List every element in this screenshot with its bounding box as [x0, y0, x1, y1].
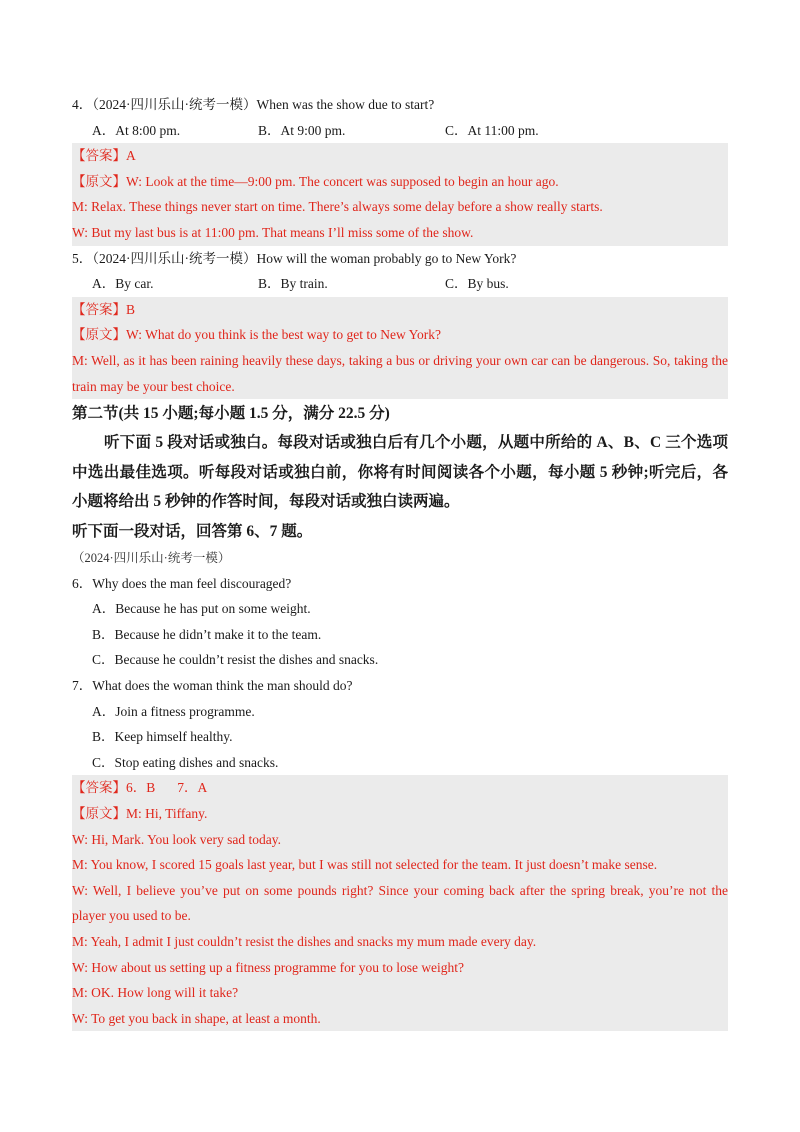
dialog-source: （2024·四川乐山·统考一模）	[72, 550, 231, 565]
option-b: B．Because he didn’t make it to the team.	[92, 626, 322, 642]
question-number: 5．	[72, 250, 93, 266]
transcript-line: W: But my last bus is at 11:00 pm. That means I’ll miss some of the show.	[72, 224, 474, 240]
question-7	[72, 673, 728, 699]
transcript-line: M: Yeah, I admit I just couldn’t resist the dishes and snacks my mum made every day.	[72, 933, 537, 949]
option-a: A．At 8:00 pm.	[92, 122, 181, 138]
answer-block-6-7	[72, 775, 728, 1031]
question-number: 6．	[72, 575, 93, 591]
transcript-tag: 【原文】	[72, 327, 126, 343]
dialog-heading: 听下面一段对话，回答第 6、7 题。	[72, 522, 313, 540]
option-c: C．Stop eating dishes and snacks.	[92, 754, 279, 770]
answer-tag: 【答案】	[72, 780, 126, 796]
answer-block-5	[72, 297, 728, 399]
transcript-line: W: What do you think is the best way to get to New York?	[126, 327, 441, 343]
question-number: 7．	[72, 678, 93, 693]
question-6	[72, 571, 728, 597]
question-5	[72, 246, 728, 272]
transcript-line: M: Relax. These things never start on time. There’s always some delay before a show really starts.	[72, 199, 603, 215]
question-stem: What does the woman think the man should do?	[92, 678, 353, 693]
option-b: B．Keep himself healthy.	[92, 729, 233, 745]
transcript-tag: 【原文】	[72, 173, 126, 189]
answer-value: B	[126, 301, 136, 317]
question-stem: Why does the man feel discouraged?	[92, 575, 292, 591]
question-source: （2024·四川乐山·统考一模）	[92, 97, 257, 112]
transcript-line: W: How about us setting up a fitness programme for you to lose weight?	[72, 959, 465, 975]
question-stem: How will the woman probably go to New York?	[256, 250, 517, 266]
answer-value: A	[126, 148, 136, 164]
section-heading: 第二节(共 15 小题;每小题 1.5 分，满分 22.5 分)	[72, 405, 390, 423]
option-c: C．Because he couldn’t resist the dishes and snacks.	[92, 652, 379, 668]
transcript-line: W: Hi, Mark. You look very sad today.	[72, 831, 281, 847]
option-a: A．Join a fitness programme.	[92, 703, 255, 719]
option-c: C．By bus.	[445, 276, 509, 292]
answer-tag: 【答案】	[72, 301, 126, 317]
question-5-options	[72, 271, 728, 297]
answer-block-4	[72, 143, 728, 245]
answer-tag: 【答案】	[72, 148, 126, 164]
section-instructions: 听下面 5 段对话或独白。每段对话或独白后有几个小题，从题中所给的 A、B、C 三个选项中选出最佳选项。听每段对话或独白前，你将有时间阅读各个小题，每小题 5 秒钟;听完后，各小题将给出 5 秒钟的作答时间，每段对话或独白读两遍。	[72, 434, 728, 511]
transcript-line: M: OK. How long will it take?	[72, 985, 239, 1001]
question-number: 4．	[72, 97, 93, 112]
option-c: C．At 11:00 pm.	[445, 122, 539, 138]
option-b: B．By train.	[258, 276, 328, 292]
option-a: A．By car.	[92, 276, 154, 292]
question-4	[72, 92, 728, 118]
document-page	[72, 92, 728, 1031]
question-stem: When was the show due to start?	[256, 97, 435, 112]
answer-7: 7．A	[177, 780, 208, 796]
option-b: B．At 9:00 pm.	[258, 122, 346, 138]
transcript-line: M: Hi, Tiffany.	[126, 805, 208, 821]
transcript-line: M: Well, as it has been raining heavily these days, taking a bus or driving your own car can be dangerous. So, taking the train may be your best choice.	[72, 352, 728, 394]
transcript-line: M: You know, I scored 15 goals last year, but I was still not selected for the team. It just doesn’t make sense.	[72, 857, 658, 873]
question-source: （2024·四川乐山·统考一模）	[92, 250, 257, 266]
transcript-line: W: To get you back in shape, at least a month.	[72, 1010, 321, 1026]
question-4-options	[72, 118, 728, 144]
option-a: A．Because he has put on some weight.	[92, 601, 311, 617]
transcript-tag: 【原文】	[72, 805, 126, 821]
transcript-line: W: Look at the time—9:00 pm. The concert was supposed to begin an hour ago.	[126, 173, 559, 189]
transcript-line: W: Well, I believe you’ve put on some pounds right? Since your coming back after the spring break, you’re not the player you used to be.	[72, 882, 728, 924]
answer-6: 6．B	[126, 780, 156, 796]
